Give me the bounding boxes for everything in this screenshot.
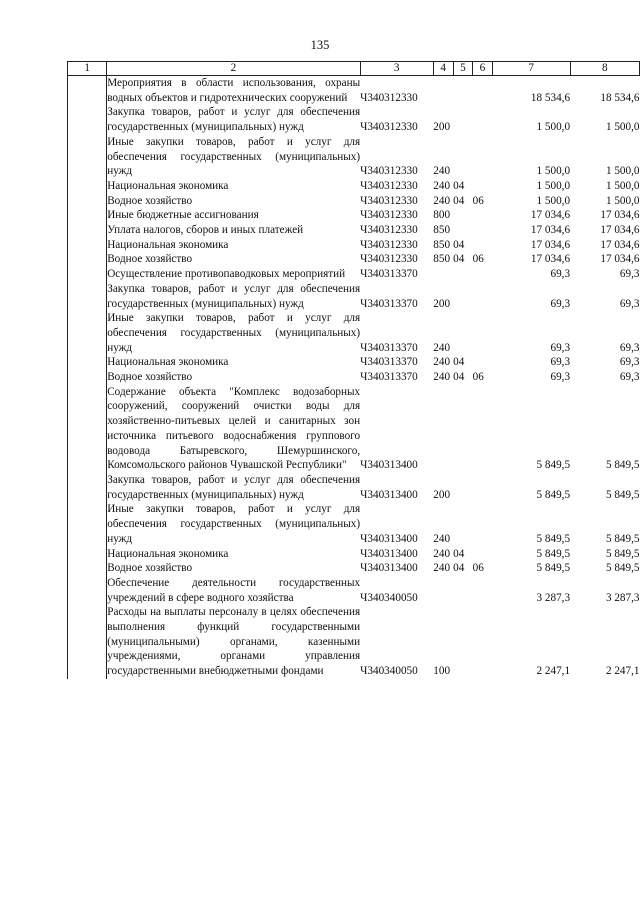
expense-type-code: 200 bbox=[433, 488, 451, 501]
subsection-code bbox=[473, 282, 493, 311]
table-row bbox=[68, 385, 640, 473]
amount-col7: 5 849,5 bbox=[536, 562, 571, 575]
table-row bbox=[68, 267, 640, 282]
amount-col8: 17 034,6 bbox=[600, 224, 640, 237]
amount-col8: 1 500,0 bbox=[605, 121, 640, 134]
table-row bbox=[68, 561, 640, 576]
subsection-code bbox=[473, 208, 493, 223]
amount-col8: 1 500,0 bbox=[605, 165, 640, 178]
amount-col7: 69,3 bbox=[550, 297, 571, 310]
section-code: 04 bbox=[453, 238, 465, 251]
item-name: Иные бюджетные ассигнования bbox=[107, 209, 259, 222]
subsection-code: 06 bbox=[472, 194, 484, 207]
amount-col7: 5 849,5 bbox=[536, 532, 571, 545]
subsection-code: 06 bbox=[472, 253, 484, 266]
spacer-cell bbox=[68, 355, 107, 370]
table-row bbox=[68, 238, 640, 253]
target-code: Ч340312330 bbox=[360, 238, 418, 251]
spacer-cell bbox=[68, 194, 107, 209]
amount-col8: 69,3 bbox=[619, 356, 640, 369]
section-code: 04 bbox=[453, 179, 465, 192]
item-name: Расходы на выплаты персоналу в целях обеспечения выполнения функций государственными (муниципальными) органами, казенными учреждениями, органами управления государственными внебюджетными фондами bbox=[107, 606, 361, 678]
spacer-cell bbox=[68, 605, 107, 679]
section-code bbox=[453, 76, 473, 106]
item-name: Иные закупки товаров, работ и услуг для обеспечения государственных (муниципальных) нужд bbox=[107, 135, 361, 178]
table-row bbox=[68, 252, 640, 267]
amount-col8: 5 849,5 bbox=[605, 488, 640, 501]
amount-col7: 1 500,0 bbox=[536, 165, 571, 178]
expense-type-code: 240 bbox=[433, 194, 451, 207]
item-name: Водное хозяйство bbox=[107, 562, 193, 575]
amount-col7: 1 500,0 bbox=[536, 194, 571, 207]
column-header: 6 bbox=[473, 62, 493, 76]
subsection-code bbox=[473, 135, 493, 179]
amount-col7: 5 849,5 bbox=[536, 488, 571, 501]
subsection-code bbox=[473, 473, 493, 502]
subsection-code bbox=[473, 223, 493, 238]
spacer-cell bbox=[68, 547, 107, 562]
expense-type-code bbox=[433, 267, 453, 282]
subsection-code bbox=[473, 605, 493, 679]
spacer-cell bbox=[68, 179, 107, 194]
amount-col8: 18 534,6 bbox=[600, 91, 640, 104]
column-header: 8 bbox=[570, 62, 639, 76]
expense-type-code: 240 bbox=[433, 179, 451, 192]
budget-table bbox=[67, 61, 640, 679]
subsection-code: 06 bbox=[472, 371, 484, 384]
spacer-cell bbox=[68, 311, 107, 355]
target-code: Ч340312330 bbox=[360, 194, 418, 207]
subsection-code bbox=[473, 547, 493, 562]
expense-type-code: 240 bbox=[433, 341, 451, 354]
amount-col8: 5 849,5 bbox=[605, 459, 640, 472]
target-code: Ч340313370 bbox=[360, 297, 418, 310]
item-name: Иные закупки товаров, работ и услуг для обеспечения государственных (муниципальных) нужд bbox=[107, 503, 361, 545]
item-name: Водное хозяйство bbox=[107, 371, 193, 384]
spacer-cell bbox=[68, 282, 107, 311]
spacer-cell bbox=[68, 576, 107, 605]
expense-type-code: 200 bbox=[433, 121, 451, 134]
amount-col8: 3 287,3 bbox=[605, 591, 640, 604]
item-name: Закупка товаров, работ и услуг для обеспечения государственных (муниципальных) нужд bbox=[107, 473, 361, 501]
section-code bbox=[453, 282, 473, 311]
target-code: Ч340313400 bbox=[360, 459, 418, 472]
section-code: 04 bbox=[453, 371, 465, 384]
table-row bbox=[68, 502, 640, 546]
column-header: 5 bbox=[453, 62, 473, 76]
expense-type-code: 800 bbox=[433, 209, 451, 222]
spacer-cell bbox=[68, 135, 107, 179]
amount-col8: 17 034,6 bbox=[600, 253, 640, 266]
subsection-code bbox=[473, 105, 493, 134]
expense-type-code bbox=[433, 76, 453, 106]
spacer-cell bbox=[68, 502, 107, 546]
amount-col8: 17 034,6 bbox=[600, 209, 640, 222]
amount-col7: 1 500,0 bbox=[536, 121, 571, 134]
expense-type-code: 100 bbox=[433, 665, 451, 678]
subsection-code bbox=[473, 385, 493, 473]
item-name: Осуществление противопаводковых мероприятий bbox=[107, 268, 346, 281]
spacer-cell bbox=[68, 223, 107, 238]
expense-type-code: 200 bbox=[433, 297, 451, 310]
spacer-cell bbox=[68, 267, 107, 282]
target-code: Ч340340050 bbox=[360, 591, 418, 604]
target-code: Ч340312330 bbox=[360, 91, 418, 104]
amount-col8: 1 500,0 bbox=[605, 179, 640, 192]
target-code: Ч340313400 bbox=[360, 547, 418, 560]
target-code: Ч340312330 bbox=[360, 253, 418, 266]
item-name: Содержание объекта "Комплекс водозаборных сооружений, сооружений очистки воды для хозяйственно-питьевых целей и санитарных зон источника питьевого водоснабжения группового водовода Батыревского, Шемуршинского, Комсомольского районов Чувашской Республики" bbox=[107, 385, 361, 472]
target-code: Ч340313400 bbox=[360, 562, 418, 575]
column-header: 7 bbox=[492, 62, 570, 76]
item-name: Водное хозяйство bbox=[107, 253, 193, 266]
expense-type-code: 240 bbox=[433, 165, 451, 178]
expense-type-code: 240 bbox=[433, 562, 451, 575]
spacer-cell bbox=[68, 385, 107, 473]
section-code bbox=[453, 576, 473, 605]
amount-col8: 69,3 bbox=[619, 341, 640, 354]
amount-col7: 17 034,6 bbox=[530, 238, 571, 251]
section-code bbox=[453, 223, 473, 238]
section-code bbox=[453, 385, 473, 473]
amount-col8: 69,3 bbox=[619, 268, 640, 281]
section-code bbox=[453, 208, 473, 223]
amount-col8: 69,3 bbox=[619, 371, 640, 384]
table-row bbox=[68, 179, 640, 194]
expense-type-code: 240 bbox=[433, 547, 451, 560]
amount-col8: 5 849,5 bbox=[605, 547, 640, 560]
item-name: Мероприятия в области использования, охраны водных объектов и гидротехнических сооружений bbox=[107, 77, 361, 104]
table-row bbox=[68, 223, 640, 238]
amount-col7: 5 849,5 bbox=[536, 459, 571, 472]
subsection-code bbox=[473, 355, 493, 370]
amount-col8: 2 247,1 bbox=[605, 665, 640, 678]
amount-col7: 17 034,6 bbox=[530, 253, 571, 266]
section-code bbox=[453, 267, 473, 282]
table-row bbox=[68, 311, 640, 355]
target-code: Ч340312330 bbox=[360, 224, 418, 237]
amount-col7: 69,3 bbox=[550, 268, 571, 281]
subsection-code bbox=[473, 179, 493, 194]
amount-col8: 5 849,5 bbox=[605, 562, 640, 575]
expense-type-code: 240 bbox=[433, 356, 451, 369]
target-code: Ч340312330 bbox=[360, 165, 418, 178]
item-name: Водное хозяйство bbox=[107, 194, 193, 207]
amount-col7: 1 500,0 bbox=[536, 179, 571, 192]
column-header: 1 bbox=[68, 62, 107, 76]
page-number: 135 bbox=[310, 38, 330, 52]
spacer-cell bbox=[68, 76, 107, 106]
target-code: Ч340312330 bbox=[360, 121, 418, 134]
subsection-code bbox=[473, 238, 493, 253]
expense-type-code bbox=[433, 576, 453, 605]
expense-type-code: 240 bbox=[433, 532, 451, 545]
item-name: Закупка товаров, работ и услуг для обеспечения государственных (муниципальных) нужд bbox=[107, 282, 361, 310]
amount-col7: 3 287,3 bbox=[536, 591, 571, 604]
table-row bbox=[68, 370, 640, 385]
amount-col7: 69,3 bbox=[550, 341, 571, 354]
section-code bbox=[453, 605, 473, 679]
item-name: Уплата налогов, сборов и иных платежей bbox=[107, 224, 304, 237]
column-header: 3 bbox=[360, 62, 433, 76]
section-code: 04 bbox=[453, 562, 465, 575]
item-name: Обеспечение деятельности государственных учреждений в сфере водного хозяйства bbox=[107, 576, 361, 604]
subsection-code bbox=[473, 76, 493, 106]
subsection-code: 06 bbox=[472, 562, 484, 575]
target-code: Ч340313400 bbox=[360, 488, 418, 501]
amount-col8: 1 500,0 bbox=[605, 194, 640, 207]
subsection-code bbox=[473, 502, 493, 546]
amount-col7: 2 247,1 bbox=[536, 665, 571, 678]
expense-type-code: 850 bbox=[433, 224, 451, 237]
section-code bbox=[453, 135, 473, 179]
subsection-code bbox=[473, 311, 493, 355]
section-code bbox=[453, 502, 473, 546]
section-code: 04 bbox=[453, 194, 465, 207]
section-code bbox=[453, 105, 473, 134]
subsection-code bbox=[473, 576, 493, 605]
amount-col8: 69,3 bbox=[619, 297, 640, 310]
expense-type-code: 850 bbox=[433, 238, 451, 251]
table-row bbox=[68, 208, 640, 223]
target-code: Ч340313370 bbox=[360, 371, 418, 384]
item-name: Закупка товаров, работ и услуг для обеспечения государственных (муниципальных) нужд bbox=[107, 106, 361, 134]
amount-col7: 5 849,5 bbox=[536, 547, 571, 560]
item-name: Иные закупки товаров, работ и услуг для обеспечения государственных (муниципальных) нужд bbox=[107, 312, 361, 354]
table-row bbox=[68, 547, 640, 562]
item-name: Национальная экономика bbox=[107, 547, 229, 560]
spacer-cell bbox=[68, 370, 107, 385]
table-row bbox=[68, 605, 640, 679]
amount-col7: 18 534,6 bbox=[530, 91, 571, 104]
table-row bbox=[68, 355, 640, 370]
spacer-cell bbox=[68, 252, 107, 267]
item-name: Национальная экономика bbox=[107, 238, 229, 251]
header-row bbox=[68, 62, 640, 76]
table-row bbox=[68, 473, 640, 502]
table-row bbox=[68, 194, 640, 209]
section-code bbox=[453, 311, 473, 355]
section-code: 04 bbox=[453, 253, 465, 266]
spacer-cell bbox=[68, 238, 107, 253]
amount-col7: 17 034,6 bbox=[530, 224, 571, 237]
expense-type-code: 240 bbox=[433, 371, 451, 384]
spacer-cell bbox=[68, 473, 107, 502]
spacer-cell bbox=[68, 105, 107, 134]
column-header: 2 bbox=[107, 62, 360, 76]
table-row bbox=[68, 76, 640, 106]
spacer-cell bbox=[68, 208, 107, 223]
amount-col7: 69,3 bbox=[550, 371, 571, 384]
target-code: Ч340312330 bbox=[360, 179, 418, 192]
target-code: Ч340313400 bbox=[360, 532, 418, 545]
spacer-cell bbox=[68, 561, 107, 576]
section-code bbox=[453, 473, 473, 502]
table-row bbox=[68, 282, 640, 311]
target-code: Ч340312330 bbox=[360, 209, 418, 222]
amount-col7: 69,3 bbox=[550, 356, 571, 369]
amount-col8: 5 849,5 bbox=[605, 532, 640, 545]
target-code: Ч340313370 bbox=[360, 341, 418, 354]
table-row bbox=[68, 105, 640, 134]
table-row bbox=[68, 576, 640, 605]
item-name: Национальная экономика bbox=[107, 179, 229, 192]
item-name: Национальная экономика bbox=[107, 356, 229, 369]
target-code: Ч340313370 bbox=[360, 356, 418, 369]
table-row bbox=[68, 135, 640, 179]
section-code: 04 bbox=[453, 356, 465, 369]
expense-type-code bbox=[433, 385, 453, 473]
target-code: Ч340313370 bbox=[360, 268, 418, 281]
section-code: 04 bbox=[453, 547, 465, 560]
column-header: 4 bbox=[433, 62, 453, 76]
amount-col8: 17 034,6 bbox=[600, 238, 640, 251]
target-code: Ч340340050 bbox=[360, 665, 418, 678]
subsection-code bbox=[473, 267, 493, 282]
expense-type-code: 850 bbox=[433, 253, 451, 266]
amount-col7: 17 034,6 bbox=[530, 209, 571, 222]
